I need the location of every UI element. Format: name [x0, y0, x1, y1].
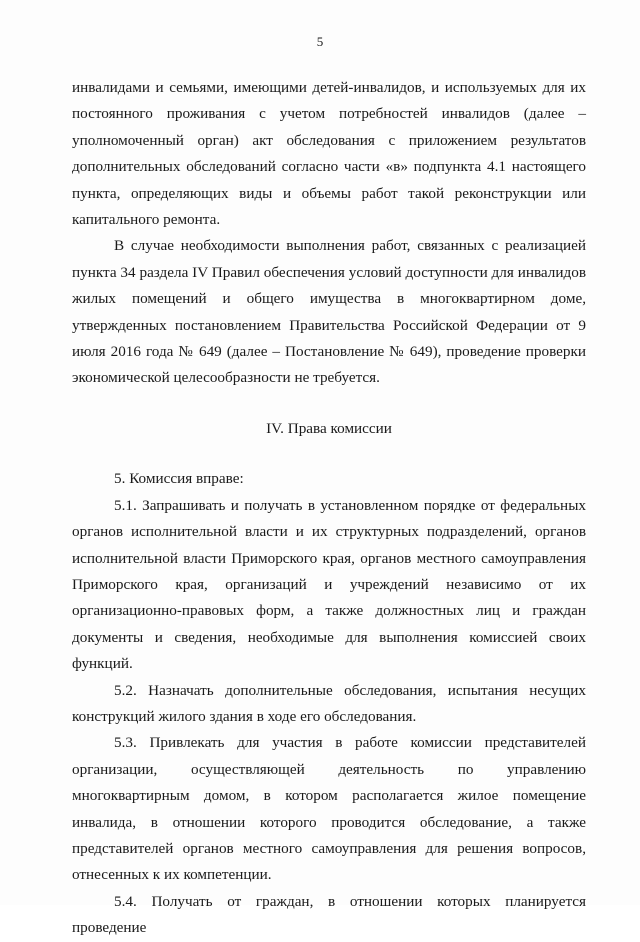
- paragraph-continuation: инвалидами и семьями, имеющими детей-инвалидов, и используемых для их постоянного проживания с учетом потребностей инвалидов (далее – уполномоченный орган) акт обследования с приложением результатов дополнительных обследований согласно части «в» подпункта 4.1 настоящего пункта, определяющих виды и объемы работ такой реконструкции или капитального ремонта.: [72, 79, 586, 229]
- item-5-1: 5.1. Запрашивать и получать в установленном порядке от федеральных органов исполнительной власти и их структурных подразделений, органов исполнительной власти Приморского края, органов местного самоуправления Приморского края, организаций и учреждений независимо от их организационно-правовых форм, а также должностных лиц и граждан документы и сведения, необходимые для выполнения комиссией своих функций.: [72, 496, 586, 673]
- item-5: 5. Комиссия вправе:: [114, 470, 244, 488]
- item-5-3: 5.3. Привлекать для участия в работе комиссии представителей организации, осуществляющей деятельность по управлению многоквартирным домом, в котором располагается жилое помещение инвалида, в отношении которого проводится обследование, а также представителей органов местного самоуправления для решения вопросов, отнесенных к их компетенции.: [72, 734, 586, 884]
- section-heading: IV. Права комиссии: [266, 419, 392, 437]
- item-5-2: 5.2. Назначать дополнительные обследования, испытания несущих конструкций жилого здания в ходе его обследования.: [72, 681, 586, 725]
- page-number: 5: [316, 34, 324, 49]
- paragraph-exception: В случае необходимости выполнения работ, связанных с реализацией пункта 34 раздела IV Правил обеспечения условий доступности для инвалидов жилых помещений и общего имущества в многоквартирном доме, утвержденных постановлением Правительства Российской Федерации от 9 июля 2016 года № 649 (далее – Постановление № 649), проведение проверки экономической целесообразности не требуется.: [72, 237, 586, 387]
- item-5-4: 5.4. Получать от граждан, в отношении которых планируется проведение: [72, 892, 586, 937]
- document-body: [72, 75, 586, 942]
